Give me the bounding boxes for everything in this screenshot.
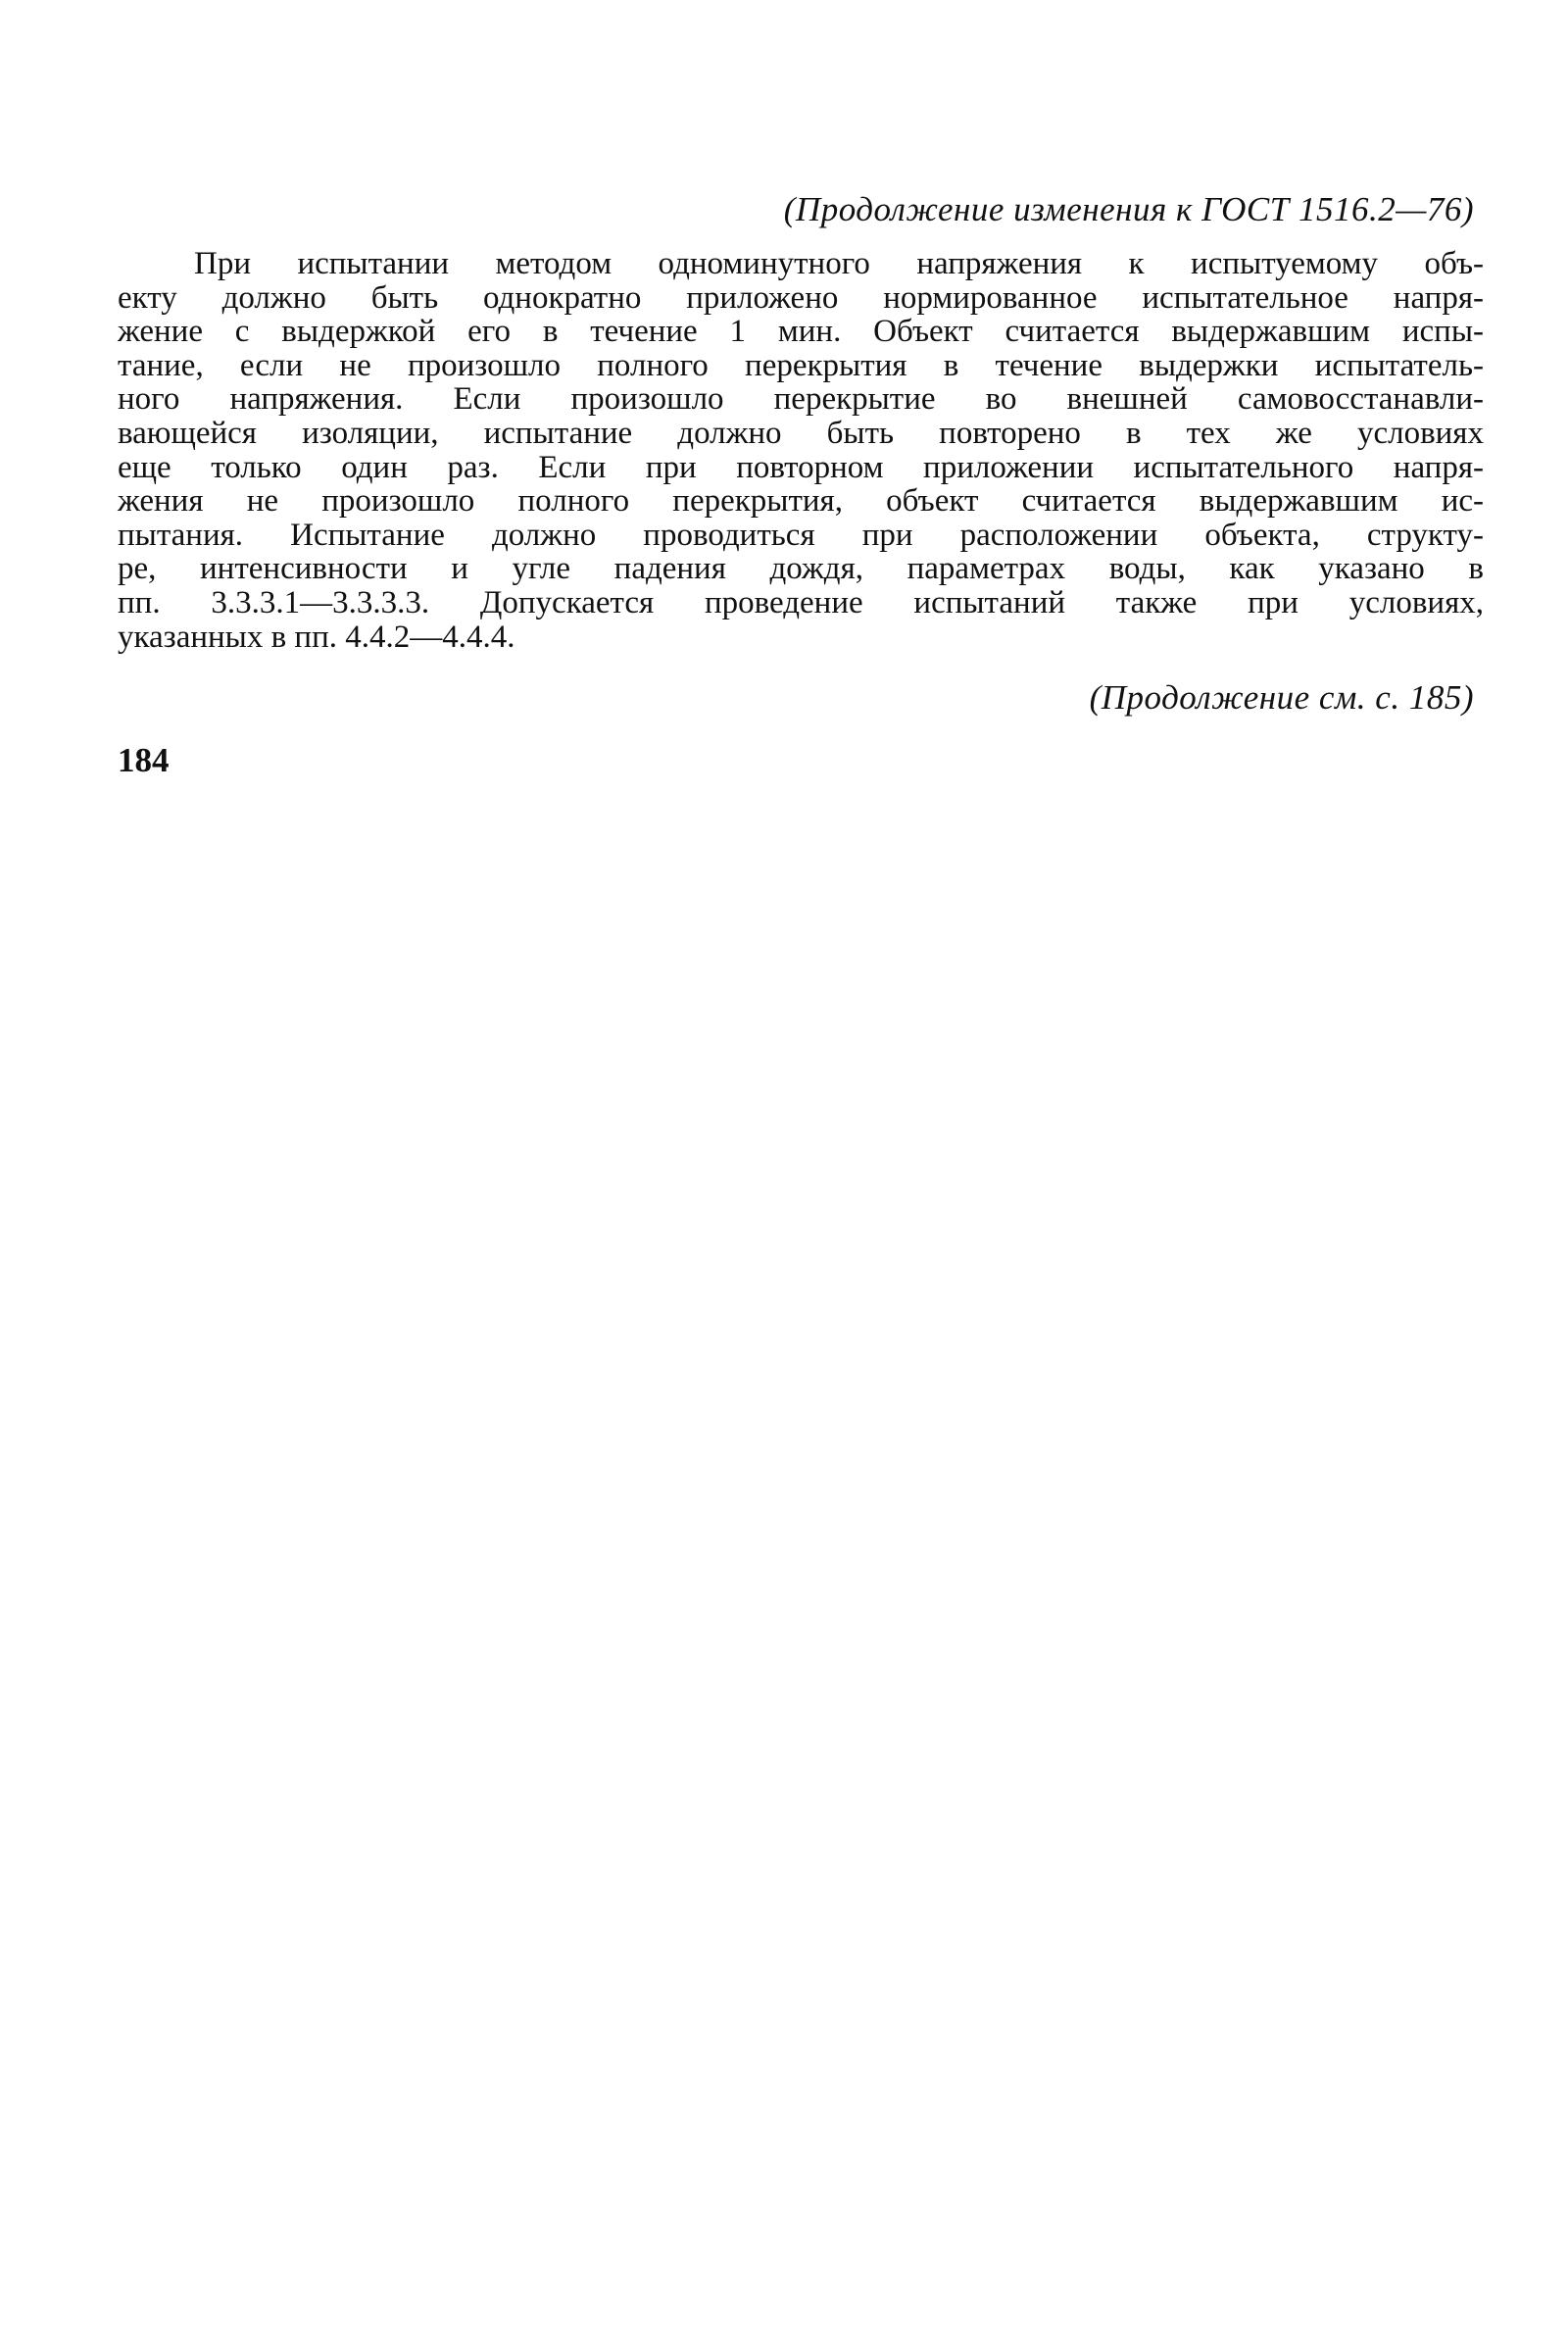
paragraph-line: пытания. Испытание должно проводиться при расположении объекта, структу- [118,517,1484,553]
paragraph-line: вающейся изоляции, испытание должно быть повторено в тех же условиях [118,415,1484,451]
paragraph-line: указанных в пп. 4.4.2—4.4.4. [118,619,515,655]
paragraph-line: пп. 3.3.3.1—3.3.3.3. Допускается проведение испытаний также при условиях, [118,584,1484,620]
paragraph-line: При испытании методом одноминутного напряжения к испытуемому объ- [194,246,1484,281]
body-paragraph [118,247,1484,654]
paragraph-line: жения не произошло полного перекрытия, объект считается выдержавшим ис- [118,483,1484,520]
paragraph-line: еще только один раз. Если при повторном приложении испытательного напря- [118,449,1484,485]
header-note: (Продолжение изменения к ГОСТ 1516.2—76) [783,190,1474,228]
page-number: 184 [118,741,170,779]
paragraph-line: екту должно быть однократно приложено нормированное испытательное напря- [118,279,1484,316]
paragraph-line: ного напряжения. Если произошло перекрытие во внешней самовосстанавли- [118,381,1484,418]
paragraph-line: тание, если не произошло полного перекрытия в течение выдержки испытатель- [118,347,1484,383]
paragraph-line: жение с выдержкой его в течение 1 мин. Объект считается выдержавшим испы- [118,314,1484,350]
continuation-note: (Продолжение см. с. 185) [1089,678,1474,717]
paragraph-line: ре, интенсивности и угле падения дождя, параметрах воды, как указано в [118,551,1484,587]
